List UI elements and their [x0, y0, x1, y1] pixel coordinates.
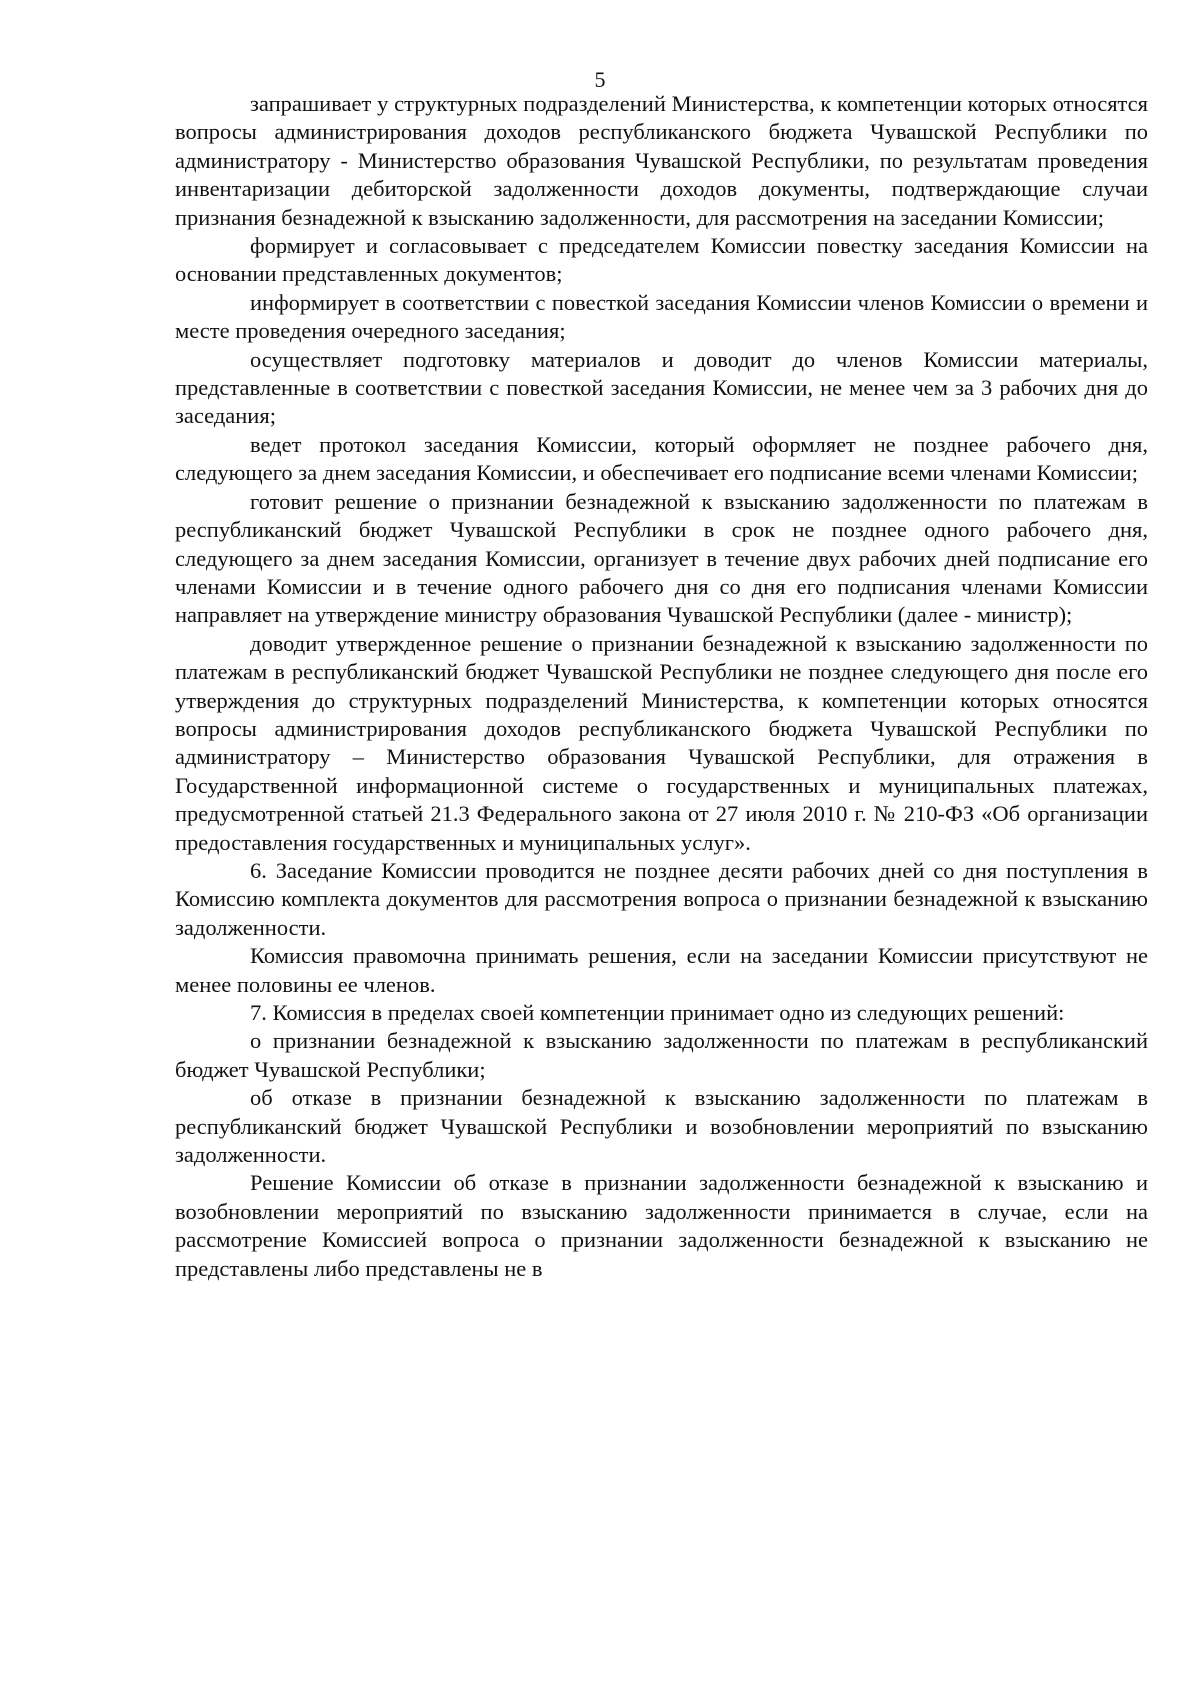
paragraph-decision-recognize: о признании безнадежной к взысканию задолженности по платежам в республиканский бюджет Чувашской Республики;	[175, 1028, 1148, 1082]
paragraph-requests-documents: запрашивает у структурных подразделений Министерства, к компетенции которых относятся вопросы администрирования доходов республиканского бюджета Чувашской Республики по администратору - Министерство образования Чувашской Республики, по результатам проведения инвентаризации дебиторской задолженности доходов документы, подтверждающие случаи признания безнадежной к взысканию задолженности, для рассмотрения на заседании Комиссии;	[175, 91, 1148, 230]
paragraph-informs-members: информирует в соответствии с повесткой заседания Комиссии членов Комиссии о времени и месте проведения очередного заседания;	[175, 289, 1148, 344]
paragraph-prepares-decision: готовит решение о признании безнадежной к взысканию задолженности по платежам в республиканский бюджет Чувашской Республики в срок не позднее одного рабочего дня, следующего за днем заседания Комиссии, организует в течение двух рабочих дней подписание его членами Комиссии и в течение одного рабочего дня со дня его подписания членами Комиссии направляет на утверждение министру образования Чувашской Республики (далее - министр);	[175, 488, 1148, 628]
paragraph-clause-6: 6. Заседание Комиссии проводится не позднее десяти рабочих дней со дня поступления в Комиссию комплекта документов для рассмотрения вопроса о признании безнадежной к взысканию задолженности.	[175, 857, 1148, 940]
paragraph-clause-7: 7. Комиссия в пределах своей компетенции принимает одно из следующих решений:	[250, 1000, 1065, 1025]
document-body	[175, 90, 1148, 1283]
page-number: 5	[594, 67, 606, 92]
paragraph-decision-refuse: об отказе в признании безнадежной к взысканию задолженности по платежам в республиканский бюджет Чувашской Республики и возобновлении мероприятий по взысканию задолженности.	[175, 1085, 1148, 1168]
paragraph-prepares-materials: осуществляет подготовку материалов и доводит до членов Комиссии материалы, представленные в соответствии с повесткой заседания Комиссии, не менее чем за 3 рабочих дня до заседания;	[175, 346, 1148, 429]
paragraph-refusal-conditions: Решение Комиссии об отказе в признании задолженности безнадежной к взысканию и возобновлении мероприятий по взысканию задолженности принимается в случае, если на рассмотрение Комиссией вопроса о признании задолженности безнадежной к взысканию не представлены либо представлены не в	[175, 1170, 1148, 1281]
paragraph-communicates-decision: доводит утвержденное решение о признании безнадежной к взысканию задолженности по платежам в республиканский бюджет Чувашской Республики не позднее следующего дня после его утверждения до структурных подразделений Министерства, к компетенции которых относятся вопросы администрирования доходов республиканского бюджета Чувашской Республики по администратору – Министерство образования Чувашской Республики, для отражения в Государственной информационной системе о государственных и муниципальных платежах, предусмотренной статьей 21.3 Федерального закона от 27 июля 2010 г. № 210-ФЗ «Об организации предоставления государственных и муниципальных услуг».	[175, 630, 1148, 855]
paragraph-quorum: Комиссия правомочна принимать решения, если на заседании Комиссии присутствуют не менее половины ее членов.	[175, 943, 1148, 997]
paragraph-keeps-protocol: ведет протокол заседания Комиссии, который оформляет не позднее рабочего дня, следующего за днем заседания Комиссии, и обеспечивает его подписание всеми членами Комиссии;	[175, 431, 1148, 486]
paragraph-forms-agenda: формирует и согласовывает с председателем Комиссии повестку заседания Комиссии на основании представленных документов;	[175, 233, 1148, 287]
